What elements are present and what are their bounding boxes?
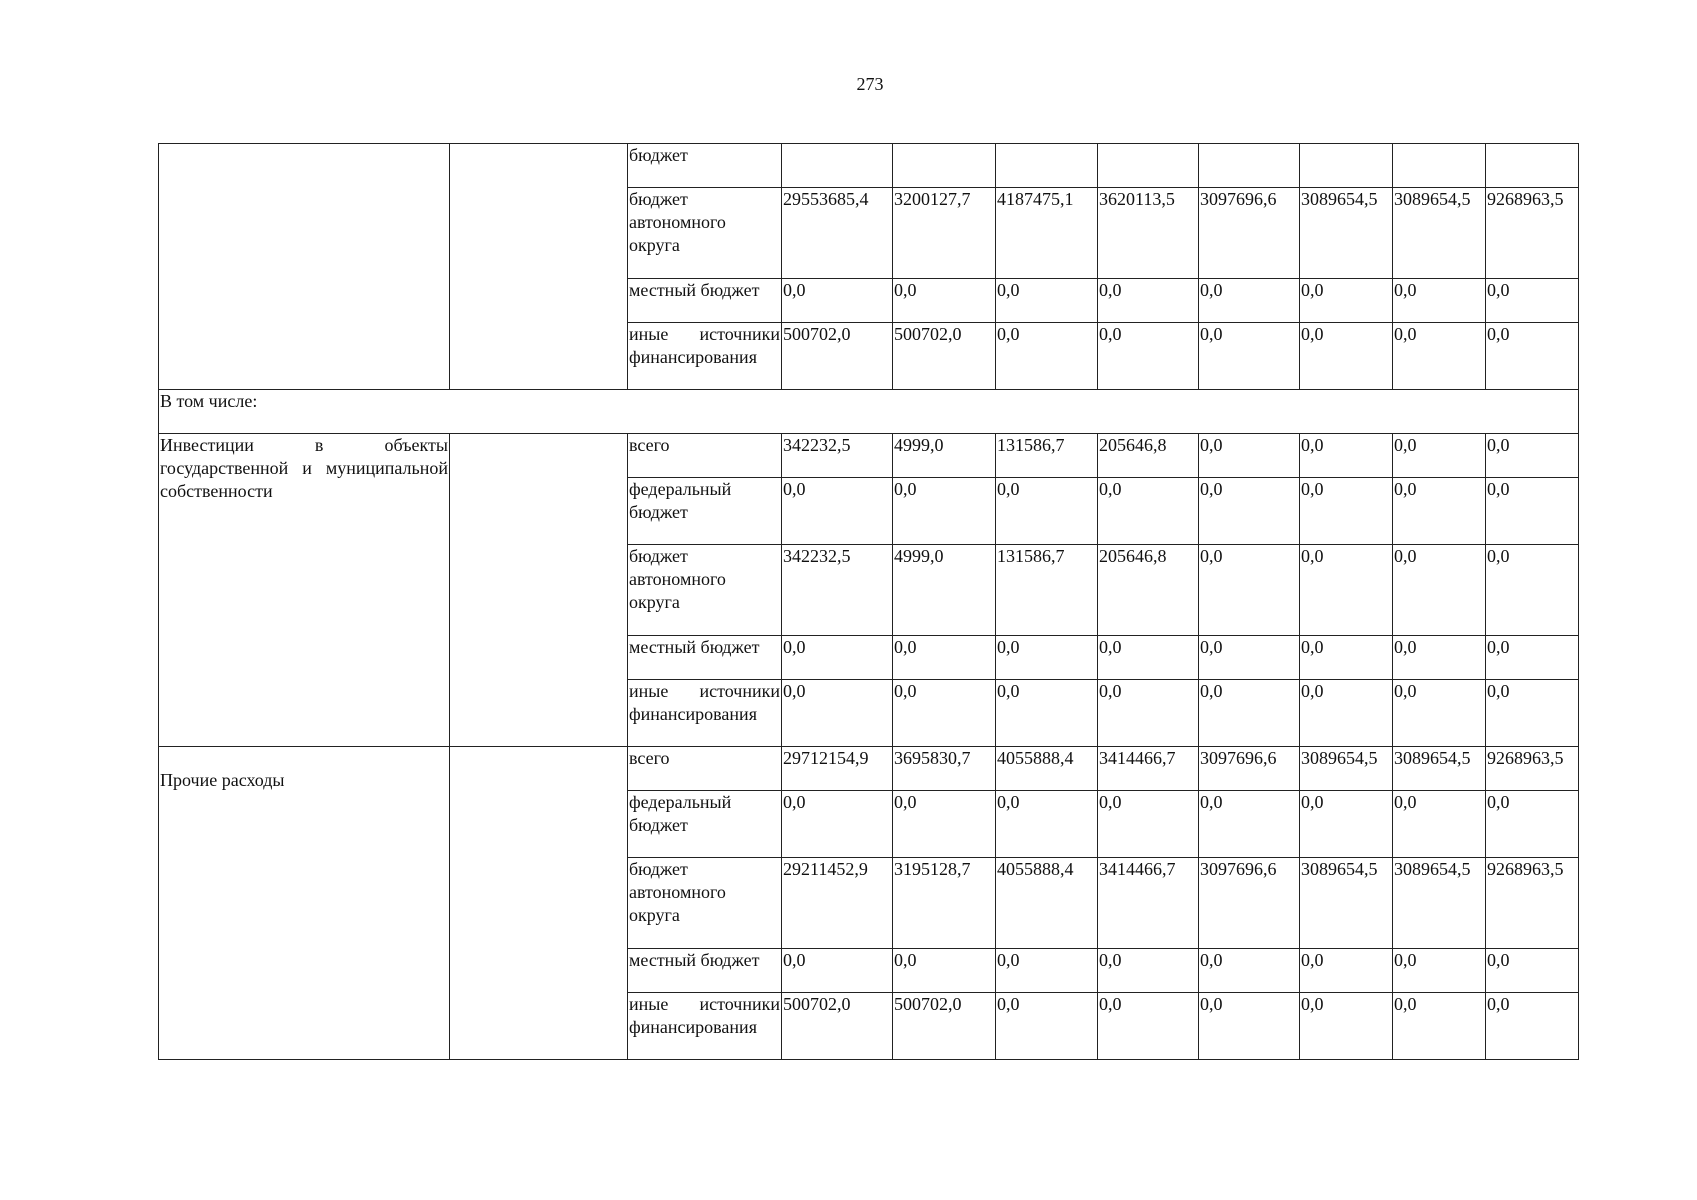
value-cell: 0,0 — [1300, 323, 1393, 390]
executor-cell — [450, 747, 628, 1060]
value-cell: 3097696,6 — [1199, 188, 1300, 279]
value-cell: 0,0 — [1393, 949, 1486, 993]
value-cell: 0,0 — [893, 636, 996, 680]
value-cell: 0,0 — [1199, 791, 1300, 858]
value-cell: 0,0 — [1486, 545, 1579, 636]
value-cell: 0,0 — [1486, 636, 1579, 680]
value-cell: 0,0 — [1199, 478, 1300, 545]
value-cell: 0,0 — [996, 323, 1098, 390]
value-cell: 4055888,4 — [996, 747, 1098, 791]
value-cell: 3097696,6 — [1199, 747, 1300, 791]
value-cell: 0,0 — [893, 478, 996, 545]
value-cell: 0,0 — [893, 949, 996, 993]
value-cell: 0,0 — [1300, 545, 1393, 636]
value-cell: 0,0 — [1098, 791, 1199, 858]
source-label: федеральный бюджет — [628, 478, 782, 545]
source-label: бюджет автономного округа — [628, 188, 782, 279]
value-cell: 3089654,5 — [1393, 858, 1486, 949]
value-cell: 205646,8 — [1098, 545, 1199, 636]
source-label: местный бюджет — [628, 949, 782, 993]
value-cell: 0,0 — [782, 478, 893, 545]
value-cell: 3620113,5 — [1098, 188, 1199, 279]
value-cell: 0,0 — [996, 279, 1098, 323]
value-cell: 3089654,5 — [1300, 747, 1393, 791]
value-cell: 4055888,4 — [996, 858, 1098, 949]
value-cell: 4999,0 — [893, 434, 996, 478]
value-cell: 0,0 — [996, 478, 1098, 545]
value-cell: 0,0 — [1486, 949, 1579, 993]
value-cell: 0,0 — [1393, 545, 1486, 636]
value-cell: 0,0 — [1300, 680, 1393, 747]
value-cell: 500702,0 — [782, 323, 893, 390]
value-cell: 3195128,7 — [893, 858, 996, 949]
value-cell: 9268963,5 — [1486, 188, 1579, 279]
value-cell: 3695830,7 — [893, 747, 996, 791]
value-cell: 131586,7 — [996, 434, 1098, 478]
value-cell: 0,0 — [1393, 478, 1486, 545]
value-cell: 0,0 — [996, 636, 1098, 680]
value-cell: 0,0 — [1300, 993, 1393, 1060]
section-row — [159, 390, 1579, 434]
value-cell: 9268963,5 — [1486, 747, 1579, 791]
budget-table — [158, 143, 1579, 1060]
value-cell: 4187475,1 — [996, 188, 1098, 279]
source-label: бюджет — [628, 144, 782, 188]
value-cell: 0,0 — [1098, 993, 1199, 1060]
value-cell: 0,0 — [782, 279, 893, 323]
source-label: бюджет автономного округа — [628, 858, 782, 949]
value-cell: 0,0 — [1300, 636, 1393, 680]
value-cell: 0,0 — [1098, 636, 1199, 680]
value-cell: 0,0 — [1300, 791, 1393, 858]
source-label: местный бюджет — [628, 279, 782, 323]
value-cell: 0,0 — [1199, 680, 1300, 747]
value-cell: 342232,5 — [782, 434, 893, 478]
value-cell: 0,0 — [893, 791, 996, 858]
table-row — [159, 434, 1579, 478]
value-cell: 500702,0 — [782, 993, 893, 1060]
value-cell: 0,0 — [782, 680, 893, 747]
value-cell: 29712154,9 — [782, 747, 893, 791]
value-cell: 205646,8 — [1098, 434, 1199, 478]
value-cell: 0,0 — [996, 993, 1098, 1060]
source-label: всего — [628, 747, 782, 791]
source-label: местный бюджет — [628, 636, 782, 680]
value-cell: 0,0 — [1486, 993, 1579, 1060]
value-cell: 4999,0 — [893, 545, 996, 636]
value-cell: 0,0 — [1199, 545, 1300, 636]
value-cell: 3097696,6 — [1199, 858, 1300, 949]
value-cell: 0,0 — [1486, 434, 1579, 478]
executor-cell — [450, 434, 628, 747]
value-cell: 0,0 — [1199, 636, 1300, 680]
value-cell: 0,0 — [1098, 949, 1199, 993]
value-cell: 0,0 — [893, 680, 996, 747]
value-cell: 0,0 — [1393, 434, 1486, 478]
value-cell: 0,0 — [1393, 680, 1486, 747]
value-cell: 0,0 — [996, 791, 1098, 858]
value-cell: 0,0 — [1486, 791, 1579, 858]
value-cell: 0,0 — [1486, 279, 1579, 323]
value-cell: 0,0 — [782, 791, 893, 858]
value-cell: 0,0 — [1393, 323, 1486, 390]
value-cell: 9268963,5 — [1486, 858, 1579, 949]
program-name-cell: Прочие расходы — [159, 747, 450, 1060]
page-number: 273 — [856, 74, 884, 94]
table-row — [159, 144, 1579, 188]
source-label: всего — [628, 434, 782, 478]
value-cell: 0,0 — [1098, 279, 1199, 323]
value-cell: 0,0 — [1098, 680, 1199, 747]
value-cell: 3200127,7 — [893, 188, 996, 279]
value-cell: 3089654,5 — [1393, 188, 1486, 279]
value-cell: 29553685,4 — [782, 188, 893, 279]
table-row — [159, 747, 1579, 791]
value-cell: 500702,0 — [893, 993, 996, 1060]
value-cell: 0,0 — [1393, 636, 1486, 680]
section-label: В том числе: — [159, 390, 1579, 434]
value-cell: 0,0 — [1199, 279, 1300, 323]
value-cell: 0,0 — [1300, 279, 1393, 323]
value-cell: 0,0 — [1486, 323, 1579, 390]
value-cell: 3089654,5 — [1300, 858, 1393, 949]
source-label: федеральный бюджет — [628, 791, 782, 858]
value-cell: 342232,5 — [782, 545, 893, 636]
value-cell: 0,0 — [1199, 949, 1300, 993]
value-cell: 0,0 — [1199, 323, 1300, 390]
value-cell: 131586,7 — [996, 545, 1098, 636]
value-cell: 0,0 — [1486, 478, 1579, 545]
value-cell: 0,0 — [782, 636, 893, 680]
value-cell: 29211452,9 — [782, 858, 893, 949]
value-cell: 0,0 — [1393, 993, 1486, 1060]
value-cell: 0,0 — [1098, 323, 1199, 390]
value-cell: 3414466,7 — [1098, 858, 1199, 949]
source-label: иные источники финансирования — [628, 323, 782, 390]
source-label: иные источники финансирования — [628, 993, 782, 1060]
value-cell: 0,0 — [1486, 680, 1579, 747]
program-name-cell: Инвестиции в объекты государственной и муниципальной собственности — [159, 434, 450, 747]
value-cell: 0,0 — [1393, 791, 1486, 858]
value-cell: 0,0 — [996, 680, 1098, 747]
value-cell: 0,0 — [1098, 478, 1199, 545]
value-cell: 3414466,7 — [1098, 747, 1199, 791]
value-cell: 0,0 — [1393, 279, 1486, 323]
source-label: бюджет автономного округа — [628, 545, 782, 636]
value-cell: 0,0 — [996, 949, 1098, 993]
source-label: иные источники финансирования — [628, 680, 782, 747]
value-cell: 0,0 — [1300, 478, 1393, 545]
value-cell: 500702,0 — [893, 323, 996, 390]
value-cell: 0,0 — [1199, 434, 1300, 478]
executor-cell — [450, 144, 628, 390]
program-name-cell — [159, 144, 450, 390]
value-cell: 0,0 — [893, 279, 996, 323]
value-cell: 3089654,5 — [1393, 747, 1486, 791]
value-cell: 0,0 — [782, 949, 893, 993]
value-cell: 3089654,5 — [1300, 188, 1393, 279]
value-cell: 0,0 — [1300, 434, 1393, 478]
value-cell: 0,0 — [1300, 949, 1393, 993]
value-cell: 0,0 — [1199, 993, 1300, 1060]
